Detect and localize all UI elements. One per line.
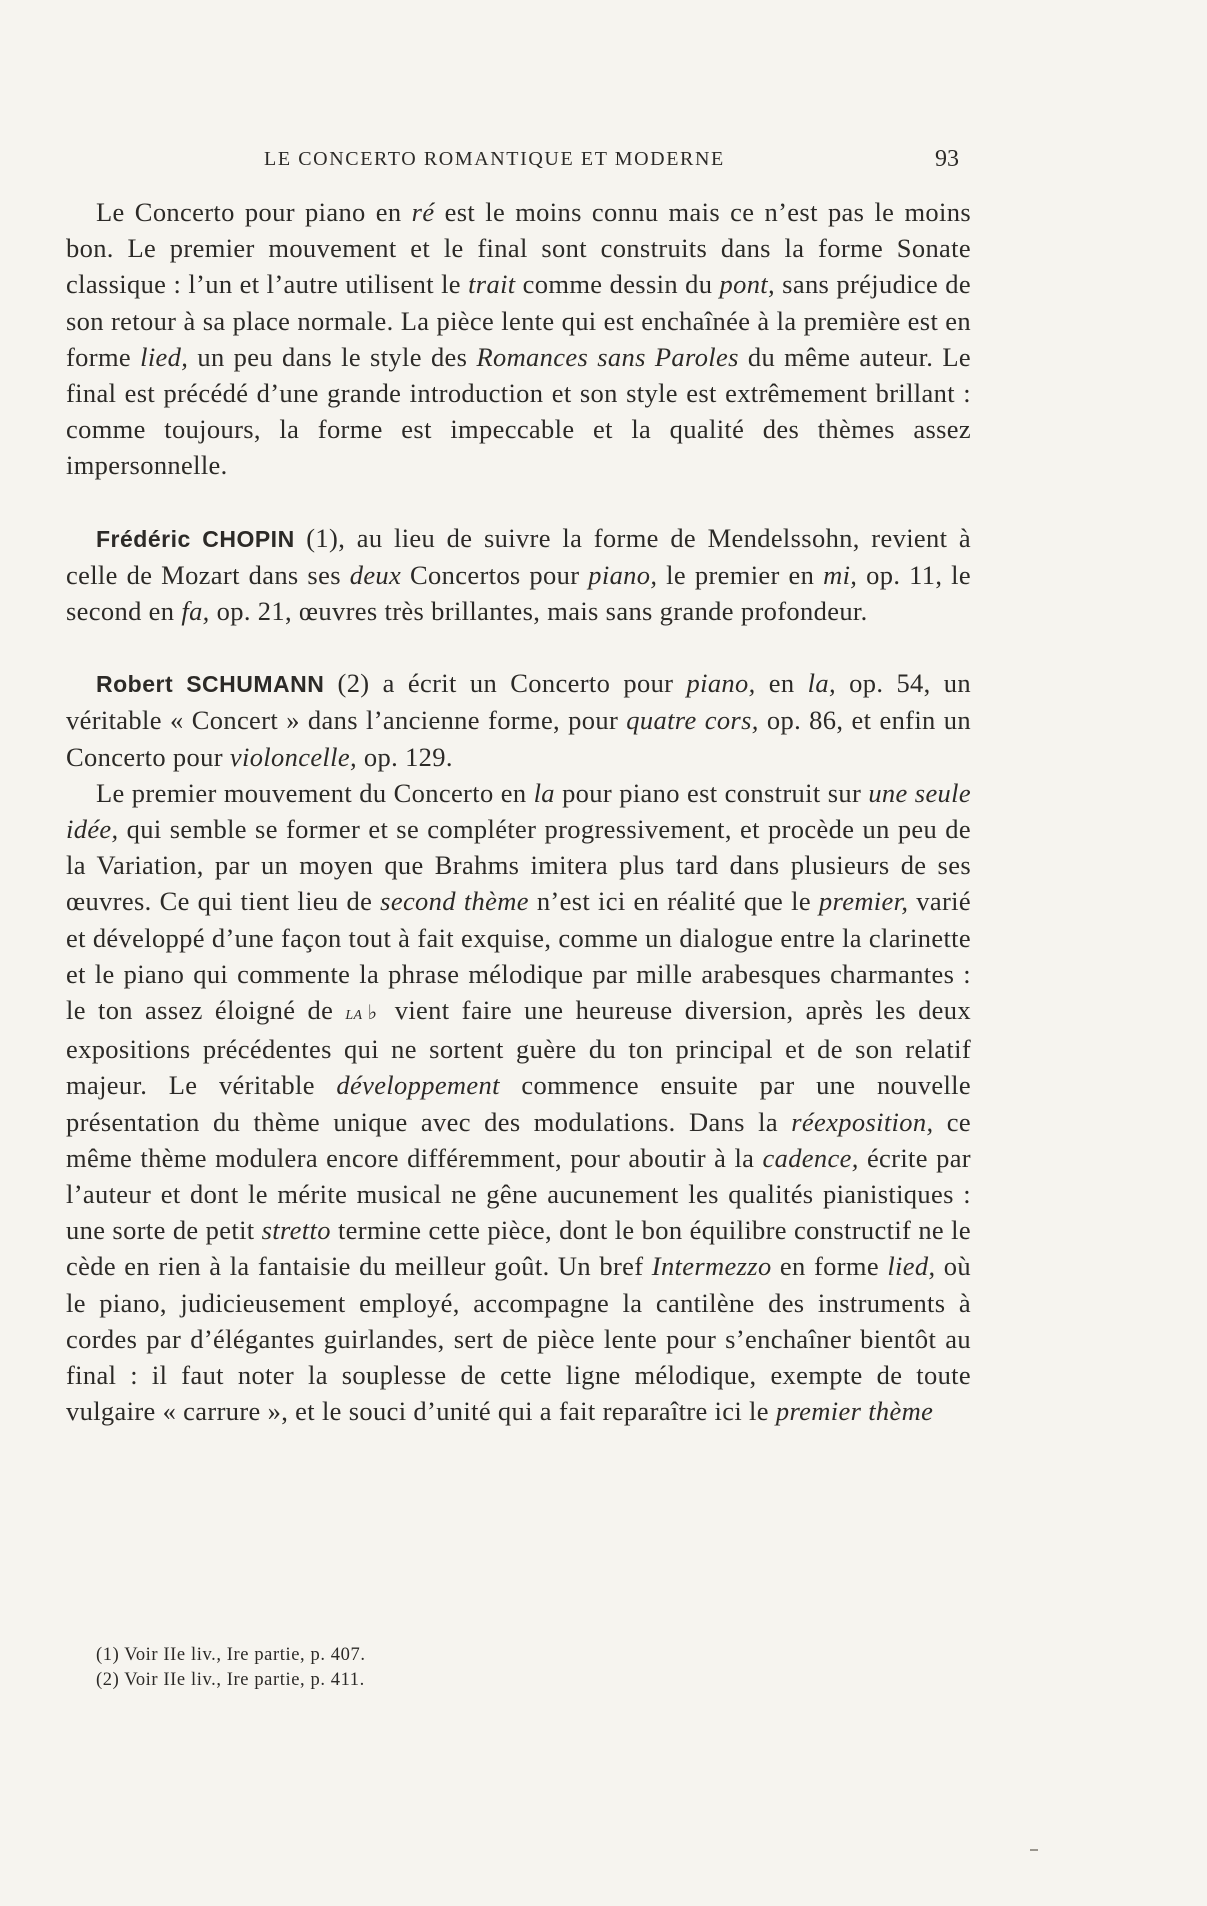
- text-run: ce même thème modulera encore différemment, pour aboutir à la: [66, 1106, 971, 1173]
- paragraph-concerto-re: [66, 194, 971, 484]
- page-number: 93: [935, 146, 959, 172]
- italic-text: second thème: [380, 886, 529, 917]
- italic-text: développement: [336, 1070, 500, 1101]
- paragraph-schumann: [66, 665, 971, 775]
- italic-text: la,: [807, 668, 836, 699]
- text-run: pour piano est construit sur: [554, 777, 869, 808]
- italic-text: une seule idée,: [66, 777, 971, 845]
- text-run: op. 129.: [356, 741, 453, 772]
- italic-text: Intermezzo: [651, 1251, 772, 1282]
- italic-text: quatre cors,: [626, 705, 759, 736]
- footnotes: [96, 1643, 796, 1693]
- italic-text: lied,: [887, 1251, 936, 1282]
- text-run: écrite par l’auteur et dont le mérite musical ne gêne aucunement les qualités pianistiques : une sorte de petit: [66, 1142, 971, 1246]
- composer-name: Frédéric CHOPIN: [96, 525, 295, 552]
- text-run: en forme: [771, 1251, 888, 1282]
- italic-text: piano,: [686, 668, 756, 699]
- italic-text: la: [533, 777, 555, 808]
- italic-text: stretto: [261, 1215, 331, 1246]
- text-run: le premier en: [657, 559, 824, 590]
- text-run: est le moins connu mais ce n’est pas le moins bon. Le premier mouvement et le final sont construits dans la forme Sonate classique : l’un et l’autre utilisent le: [66, 197, 971, 300]
- composer-name: Robert SCHUMANN: [96, 671, 325, 698]
- italic-text: deux: [349, 559, 402, 590]
- text-run: en: [755, 668, 808, 699]
- italic-text: mi,: [823, 559, 858, 590]
- italic-text: fa,: [181, 596, 210, 627]
- text-run: (2) a écrit un Concerto pour: [324, 668, 687, 699]
- paragraph-chopin: [66, 520, 971, 630]
- text-run: commence ensuite par une nouvelle présentation du thème unique avec des modulations. Dans la: [66, 1070, 971, 1137]
- text-run: termine cette pièce, dont le bon équilibre constructif ne le cède en rien à la fantaisie du meilleur goût. Un bref: [66, 1215, 971, 1282]
- italic-text: cadence,: [762, 1142, 859, 1173]
- italic-text: violoncelle,: [229, 741, 357, 772]
- italic-text: premier,: [818, 886, 909, 917]
- body-text: [66, 194, 971, 1430]
- text-run: sans préjudice de son retour à sa place normale. La pièce lente qui est enchaînée à la première est en forme: [66, 269, 972, 372]
- footnote-1: (1) Voir IIe liv., Ire partie, p. 407.: [96, 1645, 366, 1665]
- text-run: du même auteur. Le final est précédé d’une grande introduction et son style est extrêmement brillant : comme toujours, la forme est impeccable et la qualité des thèmes assez impersonnelle.: [66, 341, 971, 481]
- italic-text: Romances sans Paroles: [476, 341, 739, 372]
- running-title: LE CONCERTO ROMANTIQUE ET MODERNE: [264, 148, 725, 170]
- running-header: [66, 148, 959, 178]
- text-run: op. 11, le second en: [66, 559, 971, 627]
- italic-text: ré: [411, 197, 435, 227]
- key-name: la♭: [345, 1002, 383, 1025]
- text-run: op. 21, œuvres très brillantes, mais sans grande profondeur.: [209, 596, 868, 627]
- italic-text: trait: [468, 269, 516, 300]
- italic-text: réexposition,: [791, 1106, 934, 1137]
- text-run: où le piano, judicieusement employé, accompagne la cantilène des instruments à cordes par d’élégantes guirlandes, sert de pièce lente pour s’enchaîner bientôt au final : il faut noter la souplesse de cette ligne mélodique, exempte de toute vulgaire « carrure », et le souci d’unité qui a fait reparaître ici le: [66, 1251, 971, 1427]
- text-run: un peu dans le style des: [188, 341, 477, 372]
- italic-text: premier thème: [775, 1396, 934, 1427]
- text-run: Le Concerto pour piano en: [96, 197, 412, 227]
- paragraph-premier-mouvement: [66, 775, 971, 1430]
- italic-text: pont,: [719, 269, 775, 300]
- text-run: vient faire une heureuse diversion, après les deux expositions précédentes qui ne sortent guère du ton principal et de son relatif majeur. Le véritable: [66, 995, 971, 1101]
- italic-text: lied,: [140, 341, 189, 372]
- italic-text: piano,: [588, 559, 658, 590]
- footnote-2: (2) Voir IIe liv., Ire partie, p. 411.: [96, 1670, 365, 1690]
- text-run: (1), au lieu de suivre la forme de Mendelssohn, revient à celle de Mozart dans ses: [66, 522, 971, 590]
- text-run: Le premier mouvement du Concerto en: [96, 777, 534, 808]
- text-run: comme dessin du: [515, 269, 720, 300]
- text-run: op. 86, et enfin un Concerto pour: [66, 705, 971, 772]
- text-run: n’est ici en réalité que le: [528, 886, 819, 917]
- text-run: Concertos pour: [401, 559, 589, 590]
- text-run: op. 54, un véritable « Concert » dans l’ancienne forme, pour: [66, 668, 971, 736]
- text-run: qui semble se former et se compléter progressivement, et procède un peu de la Variation, par un moyen que Brahms imitera plus tard dans plusieurs de ses œuvres. Ce qui tient lieu de: [66, 814, 971, 917]
- text-run: varié et développé d’une façon tout à fait exquise, comme un dialogue entre la clarinette et le piano qui commente la phrase mélodique par mille arabesques charmantes : le ton assez éloigné de: [66, 886, 972, 1026]
- margin-mark: [1030, 1849, 1038, 1851]
